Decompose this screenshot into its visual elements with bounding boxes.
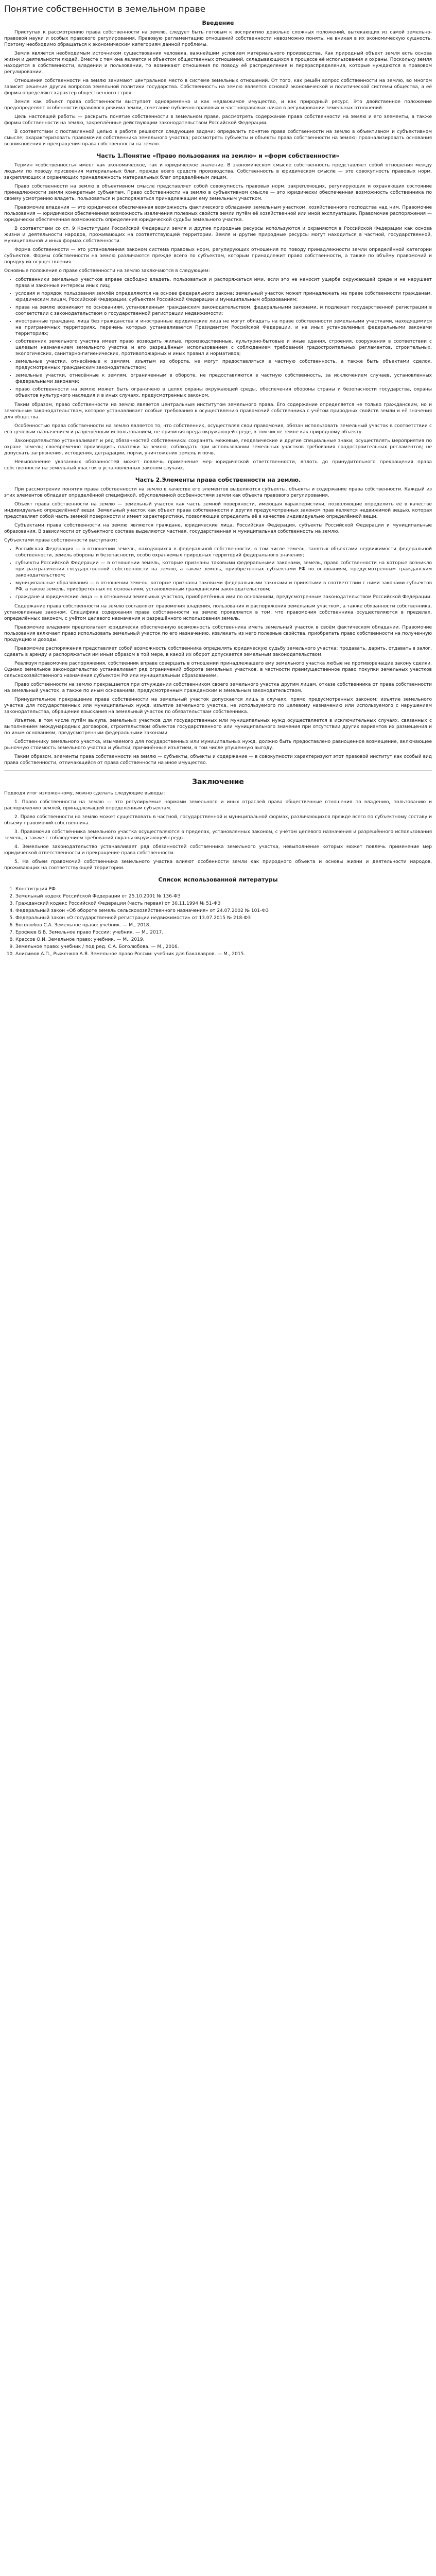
document-title: Понятие собственности в земельном праве: [4, 4, 206, 14]
chapter1-paragraph: В соответствии со ст. 9 Конституции Российской Федерации земля и другие природные ресурсы используются и охраняются в Российской Федерации как основа жизни и деятельности народов, проживающих на соответствующей территории. Земля и другие природные ресурсы могут находиться в частной, государственной, муниципальной и иных формах собственности.: [4, 226, 432, 244]
document-page: [0, 0, 436, 967]
conclusion-point: 5. На объем правомочий собственника земельного участка влияют особенности земли как природного объекта и основы жизни и деятельности народов, проживающих на соответствующей территории.: [4, 859, 432, 871]
chapter1-list: [4, 277, 432, 399]
conclusion-point: 4. Земельное законодательство устанавливает ряд обязанностей собственника земельного участка, невыполнение которых может повлечь применение мер юридической ответственности и прекращение права собственности.: [4, 844, 432, 856]
intro-heading: Введение: [202, 20, 234, 26]
chapter1-section: [4, 152, 432, 471]
chapter2-paragraph: Реализуя правомочие распоряжения, собственник вправе совершать в отношении принадлежащего ему земельного участка любые не противоречащие закону сделки. Однако земельное законодательство устанавливает ряд ограничений оборота земельных участков, в частности преимущественное право покупки земельных участков сельскохозяйственного назначения субъектом РФ или муниципальным образованием.: [4, 661, 432, 679]
list-item: • Российская Федерация — в отношении земель, находящихся в федеральной собственности, в том числе земель, занятых объектами недвижимости федеральной собственности, земель обороны и безопасности, особо охраняемых природных территорий федерального значения;: [15, 546, 432, 558]
conclusion-point: 1. Право собственности на землю — это регулируемые нормами земельного и иных отраслей права общественные отношения по владению, пользованию и распоряжению землёй, принадлежащей определённым субъектам.: [4, 800, 432, 811]
reference-item: 8. Крассов О.И. Земельное право: учебник. — М., 2019.: [15, 937, 432, 943]
reference-item: 4. Федеральный закон «Об обороте земель сельскохозяйственного назначения» от 24.07.2002 № 101-ФЗ: [15, 908, 432, 914]
reference-item: 10. Анисимов А.П., Рыженков А.Я. Земельное право России: учебник для бакалавров. — М., 2015.: [15, 951, 432, 957]
list-item: • условия и порядок пользования землёй определяются на основе федерального закона; земельный участок может принадлежать на праве собственности гражданам, юридическим лицам, Российской Федерации, субъектам Российской Федерации и муниципальным образованиям;: [15, 291, 432, 303]
conclusion-intro: Подводя итог изложенному, можно сделать следующие выводы:: [4, 791, 165, 796]
conclusion-heading: Заключение: [192, 778, 244, 786]
list-item: • граждане и юридические лица — в отношении земельных участков, приобретённых ими по основаниям, предусмотренным законодательством Российской Федерации.: [15, 594, 432, 600]
list-item: • субъекты Российской Федерации — в отношении земель, которые признаны таковыми федеральными законами, земель, право собственности на которые возникло при разграничении государственной собственности на землю, а также земель, приобретённых субъектами РФ по основаниям, предусмотренным гражданским законодательством;: [15, 560, 432, 579]
reference-item: 5. Федеральный закон «О государственной регистрации недвижимости» от 13.07.2015 № 218-ФЗ: [15, 915, 432, 921]
chapter2-paragraph: Изъятие, в том числе путём выкупа, земельных участков для государственных или муниципальных нужд осуществляется в исключительных случаях, связанных с выполнением международных договоров, строительством объектов государственного или муниципального значения при отсутствии других вариантов их размещения и по иным основаниям, предусмотренным федеральными законами.: [4, 718, 432, 736]
reference-item: 1. Конституция РФ: [15, 886, 432, 892]
chapter2-paragraph: Собственнику земельного участка, изымаемого для государственных или муниципальных нужд, должно быть предоставлено равноценное возмещение, включающее рыночную стоимость земельного участка и убытки, причинённые изъятием, в том числе упущенную выгоду.: [4, 739, 432, 751]
list-item: • земельные участки, отнесённые к землям, ограниченным в обороте, не предоставляются в частную собственность, за исключением случаев, установленных федеральными законами;: [15, 372, 432, 385]
chapter2-paragraph: Субъектами права собственности на землю являются граждане, юридические лица, Российская Федерация, субъекты Российской Федерации и муниципальные образования. В зависимости от субъектного состава выделяются частная, государственная и муниципальная собственность на землю.: [4, 523, 432, 534]
chapter2-section: [4, 477, 432, 766]
chapter2-paragraph: Объект права собственности на землю — земельный участок как часть земной поверхности, имеющая характеристики, позволяющие определить её в качестве индивидуально определённой вещи. Земельный участок как объект права собственности и других предусмотренных законом прав является недвижимой вещью, которая представляет собой часть земной поверхности и имеет характеристики, позволяющие определить её в качестве индивидуально определённой вещи.: [4, 502, 432, 519]
reference-item: 2. Земельный кодекс Российской Федерации от 25.10.2001 № 136-ФЗ: [15, 893, 432, 900]
chapter2-list: [4, 546, 432, 600]
intro-section: [4, 20, 432, 147]
references-heading: Список использованной литературы: [158, 876, 278, 883]
list-item: • собственник земельного участка имеет право возводить жилые, производственные, культурно-бытовые и иные здания, строения, сооружения в соответствии с целевым назначением земельного участка и его разрешённым использованием с соблюдением требований градостроительных регламентов, строительных, экологических, санитарно-гигиенических, противопожарных и иных правил и нормативов;: [15, 338, 432, 357]
intro-paragraph: Земля является необходимым источником существования человека, важнейшим условием материального производства. Как природный объект земля есть основа жизни и деятельности людей. Вместе с тем она является и объектом общественных отношений, складывающихся в процессе её использования и охраны. Поскольку земля находится в собственности, владении и пользовании, то возникают отношения по поводу её распределения и перераспределения, которые нуждаются в правовом регулировании.: [4, 51, 432, 75]
chapter2-heading: Часть 2.Элементы права собственности на землю.: [135, 477, 301, 483]
intro-paragraph: Цель настоящей работы — раскрыть понятие собственности в земельном праве, рассмотреть содержание права собственности на землю и его элементы, а также формы собственности на землю, закреплённые действующим законодательством Российской Федерации.: [4, 114, 432, 126]
reference-item: 9. Земельное право: учебник / под ред. С.А. Боголюбова. — М., 2016.: [15, 944, 432, 950]
list-item: • права на землю возникают по основаниям, установленным гражданским законодательством, федеральными законами, и подлежат государственной регистрации в соответствии с законодательством о государственной регистрации недвижимости;: [15, 304, 432, 317]
references-section: [4, 876, 432, 957]
intro-paragraph: Земля как объект права собственности выступает одновременно и как недвижимое имущество, и как природный ресурс. Это двойственное положение предопределяет особенности правового режима земли, сочетание публично-правовых и частноправовых начал в регулировании земельных отношений.: [4, 99, 432, 111]
chapter2-paragraph: Правомочие распоряжения представляет собой возможность собственника определять юридическую судьбу земельного участка: продавать, дарить, отдавать в залог, сдавать в аренду и распоряжаться им иным образом в той мере, в какой их оборот допускается земельным законодательством.: [4, 646, 432, 657]
chapter2-paragraph: Таким образом, элементы права собственности на землю — субъекты, объекты и содержание — в совокупности характеризуют этот правовой институт как особый вид права собственности, отличающийся от права собственности на иное имущество.: [4, 754, 432, 766]
chapter1-paragraph: Особенностью права собственности на землю является то, что собственник, осуществляя свои правомочия, обязан использовать земельный участок в соответствии с его целевым назначением и разрешённым использованием, не причиняя вреда окружающей среде, в том числе земле как природному объекту.: [4, 423, 432, 435]
intro-paragraph: Отношения собственности на землю занимают центральное место в системе земельных отношений. От того, как решён вопрос собственности на землю, во многом зависит решение других вопросов земельной политики государства. Собственность на землю является основой экономической и политической системы общества, а её формы определяют характер общественного строя.: [4, 78, 432, 96]
divider: [4, 770, 432, 771]
references-list: [4, 886, 432, 957]
reference-item: 3. Гражданский кодекс Российской Федерации (часть первая) от 30.11.1994 № 51-ФЗ: [15, 901, 432, 907]
list-item: • земельные участки, отнесённые к землям, изъятым из оборота, не могут предоставляться в частную собственность, а также быть объектами сделок, предусмотренных гражданским законодательством;: [15, 359, 432, 371]
chapter1-paragraph: Законодательство устанавливает и ряд обязанностей собственника: сохранять межевые, геодезические и другие специальные знаки; осуществлять мероприятия по охране земель; своевременно производить платежи за землю; соблюдать при использовании земельных участков требования градостроительных регламентов; не допускать загрязнения, истощения, деградации, порчи, уничтожения земель и почв.: [4, 438, 432, 456]
intro-paragraph: В соответствии с поставленной целью в работе решаются следующие задачи: определить понятие права собственности на землю в объективном и субъективном смысле; охарактеризовать правомочия собственника земельного участка; рассмотреть субъекты и объекты права собственности на землю; проанализировать основания возникновения и прекращения права собственности на землю.: [4, 129, 432, 147]
chapter2-paragraph: Право собственности на землю прекращается при отчуждении собственником своего земельного участка другим лицам, отказе собственника от права собственности на земельный участок, а также по иным основаниям, предусмотренным гражданским и земельным законодательством.: [4, 682, 432, 693]
chapter1-paragraph: Правомочие владения — это юридически обеспеченная возможность фактического обладания земельным участком, хозяйственного господства над ним. Правомочие пользования — юридически обеспеченная возможность извлечения полезных свойств земли путём её хозяйственной или иной эксплуатации. Правомочие распоряжения — юридически обеспеченная возможность определения юридической судьбы земельного участка.: [4, 205, 432, 223]
chapter2-paragraph: Принудительное прекращение права собственности на земельный участок допускается лишь в случаях, прямо предусмотренных законом: изъятие земельного участка для государственных или муниципальных нужд, изъятие земельного участка, не используемого по целевому назначению или используемого с нарушением законодательства, обращение взыскания на земельный участок по обязательствам собственника.: [4, 697, 432, 715]
list-item: • право собственности на землю может быть ограничено в целях охраны окружающей среды, обеспечения обороны страны и безопасности государства, охраны объектов культурного наследия и в иных случаях, предусмотренных законом.: [15, 386, 432, 399]
reference-item: 7. Ерофеев Б.В. Земельное право России: учебник. — М., 2017.: [15, 929, 432, 936]
chapter2-paragraph: При рассмотрении понятия права собственности на землю в качестве его элементов выделяются субъекты, объекты и содержание права собственности. Каждый из этих элементов обладает определённой спецификой, обусловленной особенностями земли как объекта правового регулирования.: [4, 487, 432, 498]
conclusion-point: 3. Правомочия собственника земельного участка осуществляются в пределах, установленных законом, с учётом целевого назначения и разрешённого использования земель, а также с соблюдением требований охраны окружающей среды.: [4, 829, 432, 841]
list-item: • собственники земельных участков вправе свободно владеть, пользоваться и распоряжаться ими, если это не наносит ущерба окружающей среде и не нарушает права и законные интересы иных лиц;: [15, 277, 432, 289]
chapter2-paragraph: Содержание права собственности на землю составляют правомочия владения, пользования и распоряжения земельным участком, а также обязанности собственника, установленные законом. Специфика содержания права собственности на землю проявляется в том, что правомочия собственника осуществляются в пределах, определённых законом, с учётом целевого назначения и разрешённого использования земель.: [4, 604, 432, 621]
chapter1-paragraph: Право собственности на землю в объективном смысле представляет собой совокупность правовых норм, закрепляющих, регулирующих и охраняющих состояние принадлежности земли конкретным субъектам. Право собственности на землю в субъективном смысле — это юридически обеспеченная возможность собственника по своему усмотрению владеть, пользоваться и распоряжаться принадлежащим ему земельным участком.: [4, 184, 432, 201]
chapter1-paragraph: Термин «собственность» имеет как экономическое, так и юридическое значение. В экономическом смысле собственность представляет собой отношения между людьми по поводу присвоения материальных благ, прежде всего средств производства. Собственность в юридическом смысле — это совокупность правовых норм, закрепляющих и охраняющих принадлежность материальных благ определённым лицам.: [4, 163, 432, 180]
conclusion-section: [4, 778, 432, 871]
chapter1-paragraph: Невыполнение указанных обязанностей может повлечь применение мер юридической ответственности, вплоть до принудительного прекращения права собственности на земельный участок в установленных законом случаях.: [4, 460, 432, 471]
chapter1-paragraph: Таким образом, право собственности на землю является центральным институтом земельного права. Его содержание определяется не только гражданским, но и земельным законодательством, которое устанавливает особые требования к осуществлению правомочий собственника с учётом природных свойств земли и её значения для общества.: [4, 402, 432, 420]
conclusion-point: 2. Право собственности на землю может существовать в частной, государственной и муниципальной формах, различающихся прежде всего по субъектному составу и объёму правомочий собственника.: [4, 815, 432, 826]
chapter1-heading: Часть 1.Понятие «Право пользования на землю» и «форм собственности»: [96, 152, 340, 159]
reference-item: 6. Боголюбов С.А. Земельное право: учебник. — М., 2018.: [15, 922, 432, 928]
intro-paragraph: Приступая к рассмотрению права собственности на землю, следует быть готовым к восприятию довольно сложных положений, вытекающих из самой земельно-правовой науки и особых правового регулирования. Правовую регламентацию отношений собственности невозможно понять, не вникая в их экономическую сущность. Поэтому необходимо обращаться к экономическим категориям данной проблемы.: [4, 30, 432, 47]
chapter1-list-intro: Основные положения о праве собственности на землю заключаются в следующем:: [4, 268, 210, 274]
chapter2-paragraph: Правомочие владения предполагает юридически обеспеченную возможность собственника иметь земельный участок в своём фактическом обладании. Правомочие пользования включает право использовать земельный участок по его назначению, извлекать из него полезные свойства, приобретать право собственности на полученную продукцию и доходы.: [4, 625, 432, 642]
chapter1-paragraph: Форма собственности — это установленная законом система правовых норм, регулирующих отношения по поводу принадлежности земли определённой категории субъектов. Формы собственности на землю различаются прежде всего по субъектам, которым принадлежит право собственности, а также по объёму правомочий и порядку их осуществления.: [4, 247, 432, 265]
list-item: • муниципальные образования — в отношении земель, которые признаны таковыми федеральными законами и принятыми в соответствии с ними законами субъектов РФ, а также земель, приобретённых по основаниям, установленным гражданским законодательством;: [15, 580, 432, 592]
list-item: • иностранные граждане, лица без гражданства и иностранные юридические лица не могут обладать на праве собственности земельными участками, находящимися на приграничных территориях, перечень которых устанавливается Президентом Российской Федерации, и на иных установленных федеральными законами территориях;: [15, 318, 432, 337]
chapter2-list-intro: Субъектами права собственности выступают:: [4, 538, 117, 543]
